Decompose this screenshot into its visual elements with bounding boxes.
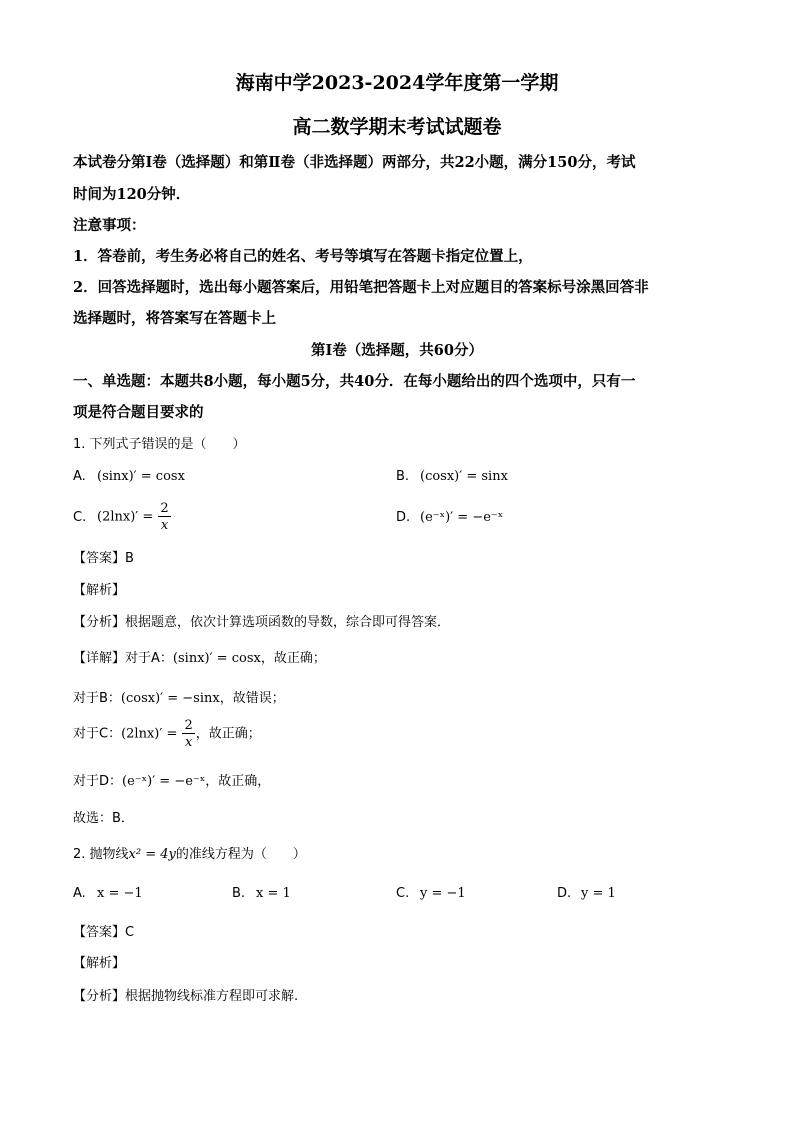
exam-title: 海南中学2023-2024学年度第一学期 (235, 72, 559, 94)
q2-option-c-label: C. (396, 886, 410, 901)
q1-answer (73, 547, 134, 566)
section-title: 第Ⅰ卷（选择题，共60分） (311, 342, 483, 359)
detail-c-expr: (2lnx)′ = (121, 726, 178, 742)
q1-fenxi (73, 611, 450, 630)
q2-fenxi (73, 985, 298, 1004)
part-instruction-line-1: 一、单选题：本题共8小题，每小题5分，共40分．在每小题给出的四个选项中，只有一 (73, 373, 636, 390)
fenxi-text: 根据题意，依次计算选项函数的导数，综合即可得答案． (125, 615, 451, 630)
q1-option-c (73, 502, 172, 532)
fraction-numerator: 2 (184, 718, 193, 733)
fraction-denominator: x (160, 518, 169, 533)
q1-option-d (396, 510, 503, 525)
q1-detail-c (73, 719, 261, 749)
q1-conclusion: 故选：B． (73, 811, 134, 826)
q1-stem: 1. 下列式子错误的是（ ） (73, 437, 246, 452)
detail-b-expr: (cosx)′ = −sinx (120, 691, 220, 706)
q2-option-d (557, 886, 616, 901)
detail-a-expr: (sinx)′ = cosx (172, 651, 261, 666)
q1-analysis-tag: 【解析】 (73, 583, 126, 598)
q1-option-c-fraction (158, 502, 170, 532)
q1-option-b-expr: (cosx)′ = sinx (420, 469, 508, 484)
q2-stem-prefix: 2. 抛物线 (73, 847, 129, 862)
q2-option-a-label: A. (73, 886, 86, 901)
answer-value: C (125, 925, 135, 940)
fenxi-tag: 【分析】 (73, 615, 126, 630)
answer-tag: 【答案】 (73, 551, 126, 566)
notice-title: 注意事项： (73, 217, 146, 234)
q2-option-b-expr: x = 1 (256, 886, 291, 901)
fraction-numerator: 2 (160, 501, 169, 516)
notice-1: 1．答卷前，考生务必将自己的姓名、考号等填写在答题卡指定位置上， (73, 248, 533, 265)
q1-option-d-expr: (e⁻ˣ)′ = −e⁻ˣ (420, 510, 504, 525)
fenxi-text: 根据抛物线标准方程即可求解. (125, 989, 299, 1004)
detail-c-fraction (182, 719, 194, 749)
q2-option-b-label: B. (232, 886, 246, 901)
fenxi-tag: 【分析】 (73, 989, 126, 1004)
q2-option-c (396, 886, 466, 901)
fraction-denominator: x (184, 735, 193, 750)
q1-option-c-label: C. (73, 509, 87, 525)
notice-2-line-1: 2．回答选择题时，选出每小题答案后，用铅笔把答题卡上对应题目的答案标号涂黑回答非 (73, 279, 649, 296)
q1-detail-b (73, 687, 285, 706)
q1-detail-d (73, 770, 270, 789)
q2-option-a-expr: x = −1 (97, 886, 143, 901)
q1-option-a-expr: (sinx)′ = cosx (97, 469, 185, 484)
detail-c-prefix: 对于C： (73, 726, 122, 742)
detail-d-expr: (e⁻ˣ)′ = −e⁻ˣ (122, 774, 206, 789)
q2-stem-suffix: 的准线方程为（ ） (175, 847, 306, 862)
notice-2-line-2: 选择题时，将答案写在答题卡上 (73, 310, 276, 327)
q1-option-a-label: A. (73, 469, 86, 484)
q2-option-d-expr: y = 1 (581, 886, 616, 901)
detail-c-suffix: ，故正确； (195, 726, 261, 742)
detail-b-prefix: 对于B： (73, 691, 121, 706)
q2-option-d-label: D. (557, 886, 572, 901)
detail-a-suffix: ，故正确； (260, 651, 326, 666)
intro-line-1: 本试卷分第Ⅰ卷（选择题）和第Ⅱ卷（非选择题）两部分，共22小题，满分150分，考试 (73, 154, 636, 171)
answer-value: B (125, 551, 134, 566)
q2-answer (73, 921, 134, 940)
q2-option-b (232, 886, 291, 901)
q1-option-b (396, 469, 508, 484)
detail-a-prefix: 对于A： (125, 651, 173, 666)
intro-line-2: 时间为120分钟． (73, 186, 191, 203)
xiangjie-tag: 【详解】 (73, 651, 126, 666)
q2-stem-expr: x² = 4y (128, 847, 176, 862)
q1-option-c-expr: (2lnx)′ = (97, 509, 154, 525)
q2-option-a (73, 886, 143, 901)
detail-b-suffix: ，故错误； (219, 691, 285, 706)
exam-subtitle: 高二数学期末考试试题卷 (292, 116, 502, 138)
q2-option-c-expr: y = −1 (420, 886, 466, 901)
q1-option-b-label: B. (396, 469, 410, 484)
part-instruction-line-2: 项是符合题目要求的 (73, 404, 204, 421)
detail-d-suffix: ，故正确， (205, 774, 271, 789)
q1-option-d-label: D. (396, 510, 411, 525)
detail-d-prefix: 对于D： (73, 774, 123, 789)
answer-tag: 【答案】 (73, 925, 126, 940)
q2-stem (73, 843, 306, 862)
q1-option-a (73, 469, 185, 484)
q1-detail-a (73, 647, 326, 666)
q2-analysis-tag: 【解析】 (73, 956, 126, 971)
